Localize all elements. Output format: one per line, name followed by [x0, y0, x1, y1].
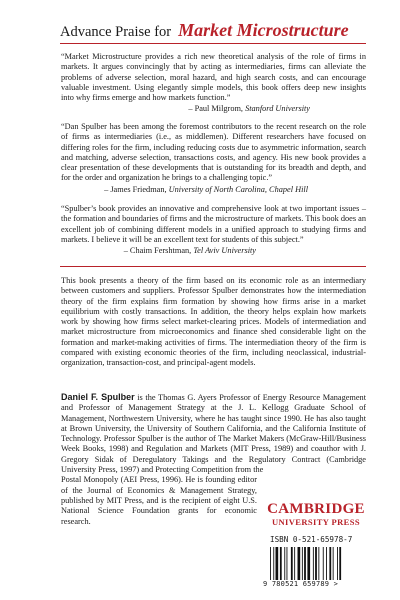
quote-text: “Market Microstructure provides a rich new theoretical analysis of the role of firms in markets. It argues convincingly that by acting as intermediaries, firms can alleviate the problems of adverse selection, moral hazard, and high search costs, and can encourage valuable investment. Using elegantly simple models, this book offers deep new insights into why firms emerge and how markets function.”: [61, 52, 366, 103]
middle-divider: [60, 266, 366, 267]
publisher-logo: [264, 502, 368, 527]
praise-quote-friedman: [61, 122, 366, 195]
bio-continued: Postal Monopoly (AEI Press, 1996). He is founding editor of the Journal of Economics & Management Strategy, published by MIT Press, and is the recipient of eight U.S. National Science Foundation grants for economic research.: [61, 475, 257, 526]
praise-quote-milgrom: [61, 52, 366, 115]
bio-main: Daniel F. Spulber is the Thomas G. Ayers Professor of Energy Resource Management and Professor of Management Strategy at the J. L. Kellogg Graduate School of Management, Northwestern University, where he has taught since 1990. He has also taught at Brown University, the University of Southern California, and the California Institute of Technology. Professor Spulber is the author of The Market Makers (McGraw-Hill/Business Week Books, 1998) and Regulation and Markets (MIT Press, 1989) and coauthor with J. Gregory Sidak of Deregulatory Takings and the Regulatory Contract (Cambridge University Press, 1997) and Protecting Competition from the: [61, 392, 367, 475]
quote-text: “Dan Spulber has been among the foremost contributors to the recent research on the role of firms as intermediaries (i.e., as middlemen). Different researchers have focused on differing roles for the firm, including reducing costs due to asymmetric information, search and matching, adverse selection, transactions costs, and agency. His new book provides a clear presentation of these developments that is outstanding for its breadth and depth, and for the order and organization he brings to a challenging topic.”: [61, 122, 366, 183]
quote-attribution: – Paul Milgrom, Stanford University: [188, 104, 310, 114]
isbn-number: ISBN 0-521-65978-7: [270, 535, 353, 544]
author-name: Daniel F. Spulber: [61, 392, 135, 402]
praise-heading: [60, 20, 349, 41]
praise-quote-fershtman: [61, 204, 366, 256]
book-title: Market Microstructure: [178, 20, 349, 40]
publisher-name: CAMBRIDGE: [267, 501, 365, 517]
top-divider: [60, 43, 366, 44]
heading-prefix: Advance Praise for: [60, 24, 172, 40]
quote-attribution: – Chaim Fershtman, Tel Aviv University: [123, 246, 256, 256]
quote-attribution: – James Friedman, University of North Carolina, Chapel Hill: [104, 184, 308, 194]
book-description: This book presents a theory of the firm based on its economic role as an intermediary between customers and suppliers. Professor Spulber demonstrates how the intermediation theory of the firm explains firm formation by showing how firms arise in a market equilibrium with costly transactions. In addition, the theory helps explain how markets work by showing how firms select market-clearing prices. Models of intermediation and market microstructure from microeconomics and finance shed considerable light on the formation and market-making activities of firms. The intermediation theory of the firm is compared with existing economic theories of the firm, including neoclassical, industrial-organization, transaction-cost, and principal-agent models.: [61, 276, 366, 368]
quote-text: “Spulber’s book provides an innovative and comprehensive look at two important issues – the formation and boundaries of firms and the microstructure of markets. This book does an excellent job of combining different models in a unified approach to studying firms and markets. I believe it will be an excellent text for students of this subject.”: [61, 204, 366, 244]
publisher-subname: UNIVERSITY PRESS: [271, 517, 361, 527]
barcode-digits: 9 780521 659789 >: [263, 580, 373, 588]
